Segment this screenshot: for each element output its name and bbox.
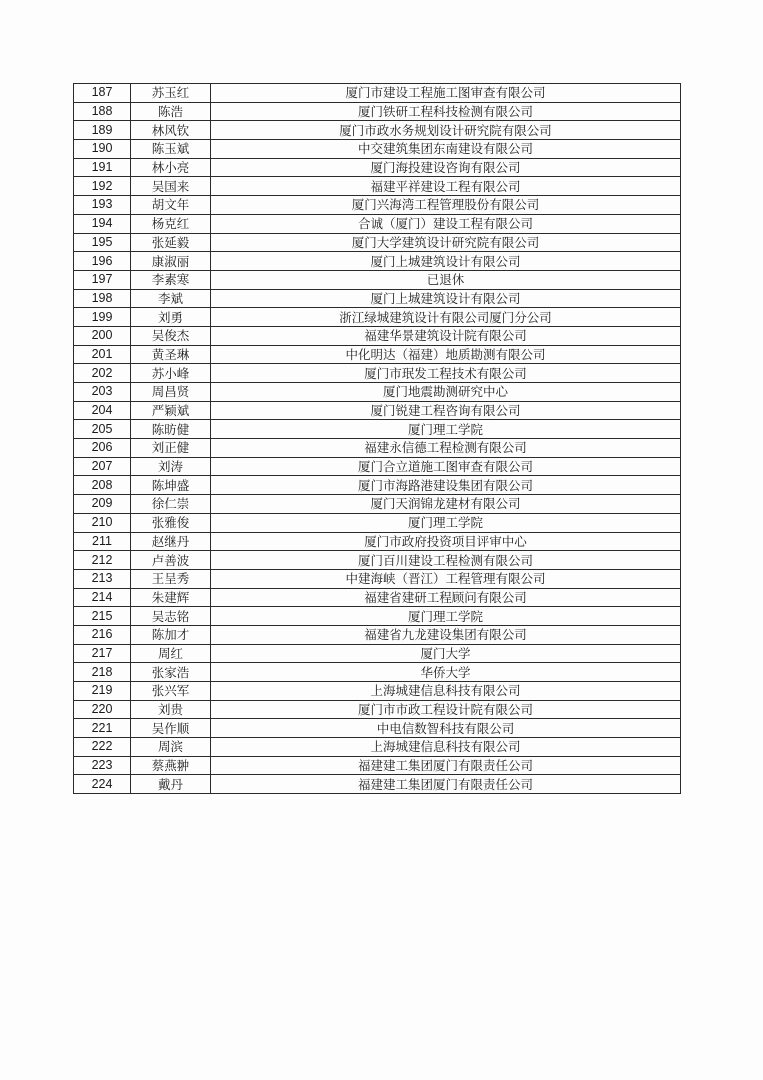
row-number: 210 xyxy=(74,513,131,532)
row-number: 207 xyxy=(74,457,131,476)
person-name: 徐仁崇 xyxy=(131,495,211,514)
person-name: 刘涛 xyxy=(131,457,211,476)
row-number: 211 xyxy=(74,532,131,551)
person-name: 王呈秀 xyxy=(131,569,211,588)
row-number: 216 xyxy=(74,625,131,644)
person-name: 林小亮 xyxy=(131,158,211,177)
row-number: 195 xyxy=(74,233,131,252)
row-number: 200 xyxy=(74,326,131,345)
organization: 华侨大学 xyxy=(211,663,681,682)
person-name: 陈浩 xyxy=(131,102,211,121)
organization: 厦门天润锦龙建材有限公司 xyxy=(211,495,681,514)
table-row xyxy=(74,401,681,420)
person-name: 陈玉斌 xyxy=(131,140,211,159)
organization: 福建省九龙建设集团有限公司 xyxy=(211,625,681,644)
person-name: 吴国来 xyxy=(131,177,211,196)
table-row xyxy=(74,532,681,551)
person-name: 赵继丹 xyxy=(131,532,211,551)
row-number: 223 xyxy=(74,756,131,775)
organization: 上海城建信息科技有限公司 xyxy=(211,682,681,701)
table-row xyxy=(74,420,681,439)
table-row xyxy=(74,663,681,682)
person-name: 康淑丽 xyxy=(131,252,211,271)
row-number: 192 xyxy=(74,177,131,196)
table-row xyxy=(74,214,681,233)
organization: 厦门上城建筑设计有限公司 xyxy=(211,289,681,308)
organization: 浙江绿城建筑设计有限公司厦门分公司 xyxy=(211,308,681,327)
organization: 厦门百川建设工程检测有限公司 xyxy=(211,551,681,570)
table-row xyxy=(74,158,681,177)
table-row xyxy=(74,775,681,794)
person-name: 刘贵 xyxy=(131,700,211,719)
organization: 福建华景建筑设计院有限公司 xyxy=(211,326,681,345)
row-number: 190 xyxy=(74,140,131,159)
person-name: 周滨 xyxy=(131,738,211,757)
row-number: 217 xyxy=(74,644,131,663)
person-name: 黄圣琳 xyxy=(131,345,211,364)
row-number: 213 xyxy=(74,569,131,588)
row-number: 206 xyxy=(74,439,131,458)
person-name: 陈加才 xyxy=(131,625,211,644)
table-row xyxy=(74,513,681,532)
row-number: 224 xyxy=(74,775,131,794)
person-name: 吴作顺 xyxy=(131,719,211,738)
organization: 已退休 xyxy=(211,270,681,289)
row-number: 221 xyxy=(74,719,131,738)
row-number: 218 xyxy=(74,663,131,682)
organization: 上海城建信息科技有限公司 xyxy=(211,738,681,757)
row-number: 198 xyxy=(74,289,131,308)
organization: 福建平祥建设工程有限公司 xyxy=(211,177,681,196)
table-row xyxy=(74,551,681,570)
person-name: 蔡燕翀 xyxy=(131,756,211,775)
row-number: 189 xyxy=(74,121,131,140)
table-row xyxy=(74,308,681,327)
row-number: 201 xyxy=(74,345,131,364)
table-row xyxy=(74,252,681,271)
table-row xyxy=(74,719,681,738)
table-row xyxy=(74,682,681,701)
person-name: 刘勇 xyxy=(131,308,211,327)
person-name: 李素寒 xyxy=(131,270,211,289)
person-name: 林风钦 xyxy=(131,121,211,140)
table-row xyxy=(74,289,681,308)
organization: 厦门海投建设咨询有限公司 xyxy=(211,158,681,177)
table-row xyxy=(74,84,681,103)
organization: 厦门锐建工程咨询有限公司 xyxy=(211,401,681,420)
table-row xyxy=(74,700,681,719)
roster-table xyxy=(73,83,681,794)
person-name: 张兴军 xyxy=(131,682,211,701)
person-name: 戴丹 xyxy=(131,775,211,794)
organization: 厦门市珉发工程技术有限公司 xyxy=(211,364,681,383)
organization: 厦门合立道施工图审查有限公司 xyxy=(211,457,681,476)
row-number: 187 xyxy=(74,84,131,103)
table-row xyxy=(74,439,681,458)
row-number: 215 xyxy=(74,607,131,626)
organization: 福建建工集团厦门有限责任公司 xyxy=(211,756,681,775)
row-number: 204 xyxy=(74,401,131,420)
row-number: 220 xyxy=(74,700,131,719)
row-number: 194 xyxy=(74,214,131,233)
row-number: 208 xyxy=(74,476,131,495)
person-name: 张延毅 xyxy=(131,233,211,252)
organization: 福建省建研工程顾问有限公司 xyxy=(211,588,681,607)
person-name: 苏玉红 xyxy=(131,84,211,103)
person-name: 张雅俊 xyxy=(131,513,211,532)
row-number: 191 xyxy=(74,158,131,177)
person-name: 胡文年 xyxy=(131,196,211,215)
organization: 厦门市海路港建设集团有限公司 xyxy=(211,476,681,495)
person-name: 陈坤盛 xyxy=(131,476,211,495)
row-number: 222 xyxy=(74,738,131,757)
person-name: 杨克红 xyxy=(131,214,211,233)
table-row xyxy=(74,383,681,402)
person-name: 严颖斌 xyxy=(131,401,211,420)
table-row xyxy=(74,569,681,588)
organization: 厦门市政府投资项目评审中心 xyxy=(211,532,681,551)
row-number: 212 xyxy=(74,551,131,570)
organization: 厦门铁研工程科技检测有限公司 xyxy=(211,102,681,121)
row-number: 214 xyxy=(74,588,131,607)
table-row xyxy=(74,607,681,626)
table-row xyxy=(74,457,681,476)
organization: 合诚（厦门）建设工程有限公司 xyxy=(211,214,681,233)
table-row xyxy=(74,756,681,775)
table-row xyxy=(74,495,681,514)
row-number: 199 xyxy=(74,308,131,327)
row-number: 188 xyxy=(74,102,131,121)
organization: 厦门市建设工程施工图审查有限公司 xyxy=(211,84,681,103)
row-number: 197 xyxy=(74,270,131,289)
organization: 厦门兴海湾工程管理股份有限公司 xyxy=(211,196,681,215)
organization: 中化明达（福建）地质勘测有限公司 xyxy=(211,345,681,364)
organization: 中电信数智科技有限公司 xyxy=(211,719,681,738)
row-number: 193 xyxy=(74,196,131,215)
organization: 福建永信德工程检测有限公司 xyxy=(211,439,681,458)
person-name: 张家浩 xyxy=(131,663,211,682)
person-name: 卢善波 xyxy=(131,551,211,570)
table-row xyxy=(74,625,681,644)
organization: 福建建工集团厦门有限责任公司 xyxy=(211,775,681,794)
organization: 厦门大学 xyxy=(211,644,681,663)
table-row xyxy=(74,102,681,121)
organization: 厦门理工学院 xyxy=(211,607,681,626)
person-name: 吴俊杰 xyxy=(131,326,211,345)
table-row xyxy=(74,345,681,364)
table-row xyxy=(74,588,681,607)
table-row xyxy=(74,177,681,196)
row-number: 196 xyxy=(74,252,131,271)
person-name: 吴志铭 xyxy=(131,607,211,626)
organization: 厦门大学建筑设计研究院有限公司 xyxy=(211,233,681,252)
person-name: 周昌贤 xyxy=(131,383,211,402)
organization: 厦门地震勘测研究中心 xyxy=(211,383,681,402)
table-row xyxy=(74,196,681,215)
organization: 厦门理工学院 xyxy=(211,513,681,532)
person-name: 苏小峰 xyxy=(131,364,211,383)
person-name: 李斌 xyxy=(131,289,211,308)
table-row xyxy=(74,738,681,757)
table-row xyxy=(74,326,681,345)
table-row xyxy=(74,270,681,289)
row-number: 205 xyxy=(74,420,131,439)
table-row xyxy=(74,364,681,383)
person-name: 朱建辉 xyxy=(131,588,211,607)
organization: 厦门市市政工程设计院有限公司 xyxy=(211,700,681,719)
person-name: 刘正健 xyxy=(131,439,211,458)
roster-table-body xyxy=(74,84,681,794)
organization: 厦门上城建筑设计有限公司 xyxy=(211,252,681,271)
row-number: 202 xyxy=(74,364,131,383)
organization: 中建海峡（晋江）工程管理有限公司 xyxy=(211,569,681,588)
table-row xyxy=(74,140,681,159)
person-name: 陈昉健 xyxy=(131,420,211,439)
table-row xyxy=(74,476,681,495)
table-row xyxy=(74,644,681,663)
table-row xyxy=(74,121,681,140)
organization: 厦门市政水务规划设计研究院有限公司 xyxy=(211,121,681,140)
person-name: 周红 xyxy=(131,644,211,663)
row-number: 219 xyxy=(74,682,131,701)
table-row xyxy=(74,233,681,252)
row-number: 209 xyxy=(74,495,131,514)
organization: 中交建筑集团东南建设有限公司 xyxy=(211,140,681,159)
organization: 厦门理工学院 xyxy=(211,420,681,439)
row-number: 203 xyxy=(74,383,131,402)
